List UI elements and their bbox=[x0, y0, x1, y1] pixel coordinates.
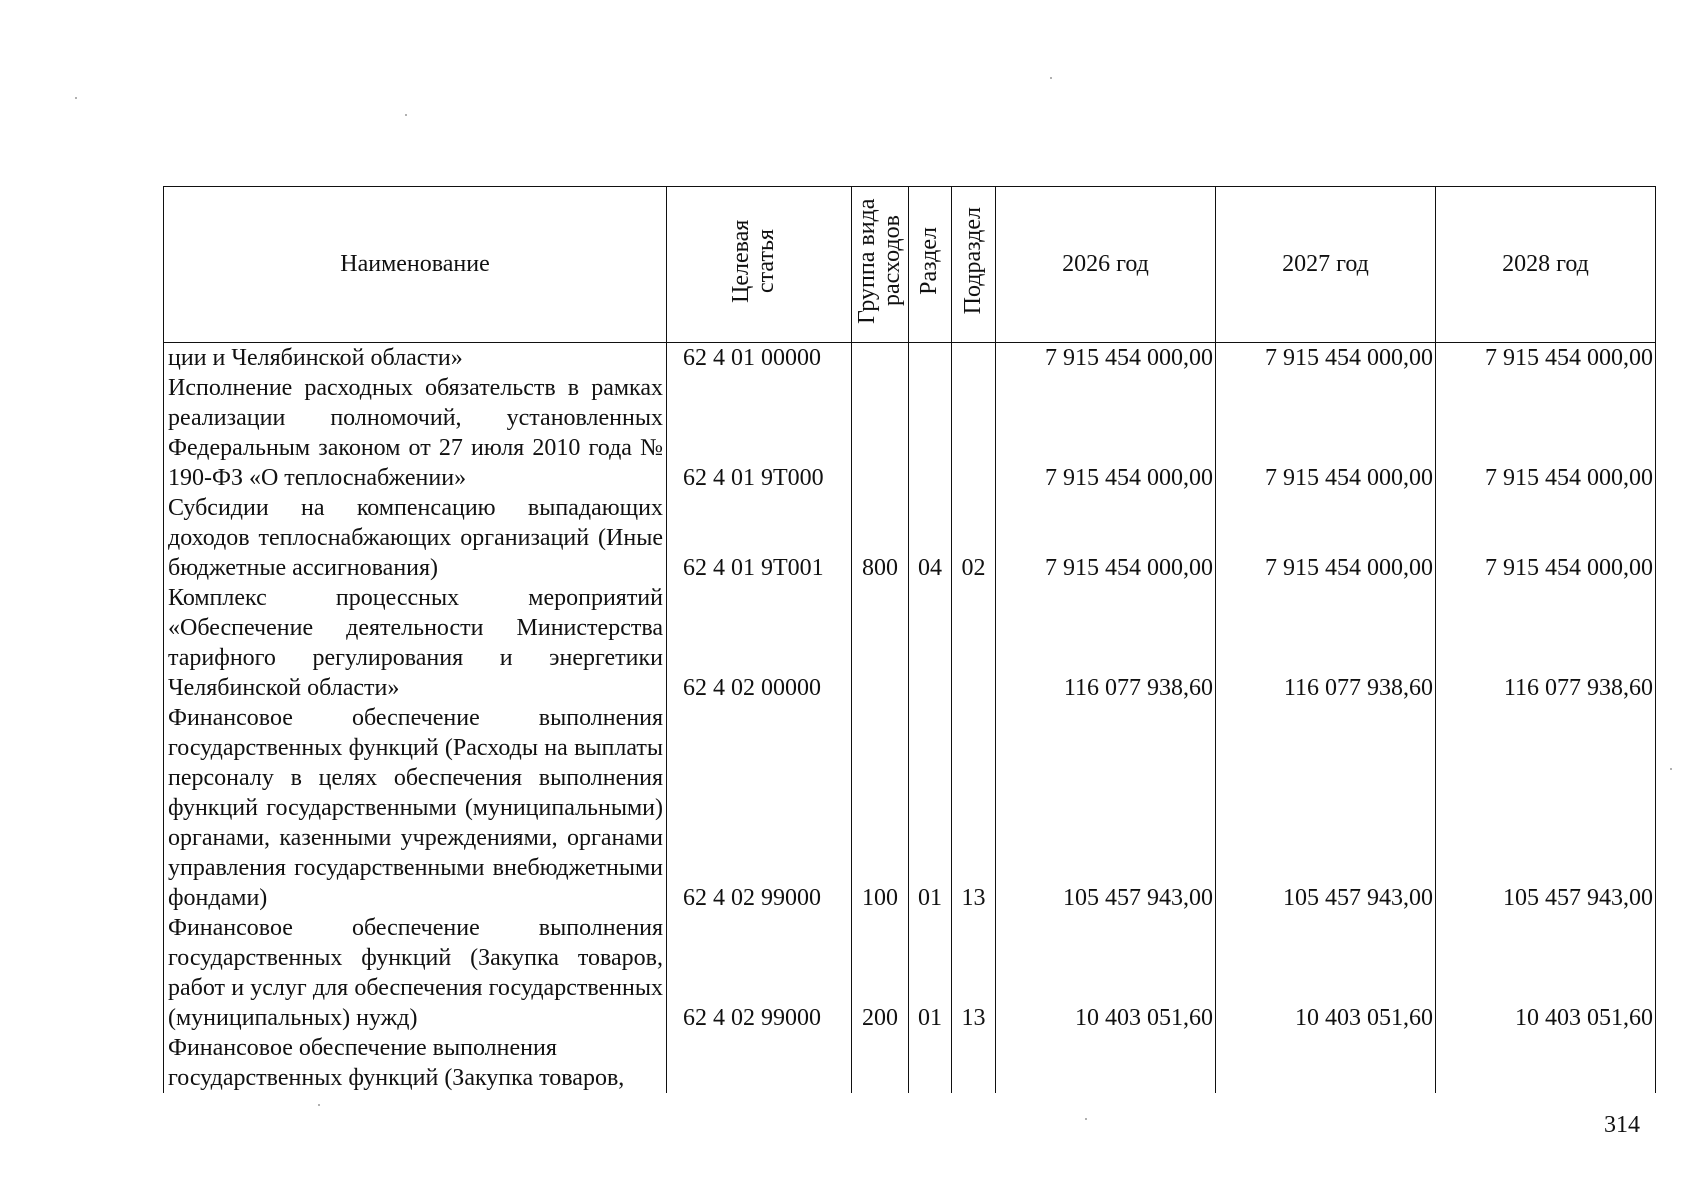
row-target: 62 4 02 99000 bbox=[667, 703, 852, 913]
row-name: Исполнение расходных обязательств в рамках реализации полномочий, установленных Федеральным законом от 27 июля 2010 года № 190-ФЗ «О теплоснабжении» bbox=[164, 373, 667, 493]
row-podrazdel: 13 bbox=[952, 913, 996, 1033]
row-amount-2027: 105 457 943,00 bbox=[1216, 703, 1436, 913]
table-row bbox=[164, 493, 1656, 583]
row-podrazdel: 02 bbox=[952, 493, 996, 583]
row-target: 62 4 01 9Т000 bbox=[667, 373, 852, 493]
row-razdel bbox=[909, 343, 952, 374]
scan-speck bbox=[405, 114, 407, 116]
page-number: 314 bbox=[1604, 1112, 1640, 1138]
row-target: 62 4 01 9Т001 bbox=[667, 493, 852, 583]
row-razdel bbox=[909, 373, 952, 493]
scan-speck bbox=[75, 97, 77, 99]
table-row bbox=[164, 373, 1656, 493]
header-year-2026: 2026 год bbox=[996, 187, 1216, 343]
row-amount-2028 bbox=[1436, 1033, 1656, 1093]
row-amount-2026: 7 915 454 000,00 bbox=[996, 373, 1216, 493]
row-amount-2027: 7 915 454 000,00 bbox=[1216, 343, 1436, 374]
row-amount-2027: 116 077 938,60 bbox=[1216, 583, 1436, 703]
row-target bbox=[667, 1033, 852, 1093]
row-amount-2028: 10 403 051,60 bbox=[1436, 913, 1656, 1033]
row-podrazdel: 13 bbox=[952, 703, 996, 913]
table-row bbox=[164, 343, 1656, 374]
row-name: ции и Челябинской области» bbox=[164, 343, 667, 374]
row-amount-2026: 105 457 943,00 bbox=[996, 703, 1216, 913]
row-target: 62 4 02 00000 bbox=[667, 583, 852, 703]
row-razdel bbox=[909, 583, 952, 703]
row-amount-2028: 7 915 454 000,00 bbox=[1436, 493, 1656, 583]
row-razdel bbox=[909, 1033, 952, 1093]
row-razdel: 01 bbox=[909, 703, 952, 913]
row-name: Финансовое обеспечение выполнения государственных функций (Закупка товаров, работ и услуг для обеспечения государственных (муниципальных) нужд) bbox=[164, 913, 667, 1033]
scan-speck bbox=[318, 1104, 320, 1106]
row-group: 200 bbox=[852, 913, 909, 1033]
row-name: Финансовое обеспечение выполнения государственных функций (Закупка товаров, bbox=[164, 1033, 667, 1093]
table-row bbox=[164, 583, 1656, 703]
scan-speck bbox=[1670, 768, 1672, 770]
row-amount-2028: 105 457 943,00 bbox=[1436, 703, 1656, 913]
row-name: Субсидии на компенсацию выпадающих доходов теплоснабжающих организаций (Иные бюджетные ассигнования) bbox=[164, 493, 667, 583]
row-amount-2027: 7 915 454 000,00 bbox=[1216, 493, 1436, 583]
row-target: 62 4 01 00000 bbox=[667, 343, 852, 374]
row-podrazdel bbox=[952, 373, 996, 493]
row-amount-2026: 7 915 454 000,00 bbox=[996, 343, 1216, 374]
budget-table bbox=[163, 186, 1656, 1093]
row-name: Комплекс процессных мероприятий «Обеспечение деятельности Министерства тарифного регулирования и энергетики Челябинской области» bbox=[164, 583, 667, 703]
header-year-2028: 2028 год bbox=[1436, 187, 1656, 343]
row-group: 800 bbox=[852, 493, 909, 583]
row-amount-2028: 7 915 454 000,00 bbox=[1436, 343, 1656, 374]
table-row bbox=[164, 1033, 1656, 1093]
header-year-2027: 2027 год bbox=[1216, 187, 1436, 343]
row-amount-2026: 7 915 454 000,00 bbox=[996, 493, 1216, 583]
row-amount-2028: 7 915 454 000,00 bbox=[1436, 373, 1656, 493]
row-group: 100 bbox=[852, 703, 909, 913]
row-amount-2027: 7 915 454 000,00 bbox=[1216, 373, 1436, 493]
row-podrazdel bbox=[952, 343, 996, 374]
scan-speck bbox=[1085, 1118, 1087, 1120]
row-amount-2028: 116 077 938,60 bbox=[1436, 583, 1656, 703]
header-target-article: Целевая статья bbox=[667, 187, 852, 343]
row-amount-2027 bbox=[1216, 1033, 1436, 1093]
row-group bbox=[852, 373, 909, 493]
row-amount-2027: 10 403 051,60 bbox=[1216, 913, 1436, 1033]
row-podrazdel bbox=[952, 583, 996, 703]
header-podrazdel: Подраздел bbox=[952, 187, 996, 343]
row-razdel: 04 bbox=[909, 493, 952, 583]
row-group bbox=[852, 583, 909, 703]
row-amount-2026: 10 403 051,60 bbox=[996, 913, 1216, 1033]
row-amount-2026 bbox=[996, 1033, 1216, 1093]
row-target: 62 4 02 99000 bbox=[667, 913, 852, 1033]
row-amount-2026: 116 077 938,60 bbox=[996, 583, 1216, 703]
table-row bbox=[164, 913, 1656, 1033]
row-podrazdel bbox=[952, 1033, 996, 1093]
table-header-row bbox=[164, 187, 1656, 343]
row-name: Финансовое обеспечение выполнения государственных функций (Расходы на выплаты персоналу в целях обеспечения выполнения функций государственными (муниципальными) органами, казенными учреждениями, органами управления государственными внебюджетными фондами) bbox=[164, 703, 667, 913]
scan-speck bbox=[1050, 77, 1052, 79]
row-group bbox=[852, 343, 909, 374]
row-razdel: 01 bbox=[909, 913, 952, 1033]
row-group bbox=[852, 1033, 909, 1093]
header-name: Наименование bbox=[164, 187, 667, 343]
header-razdel: Раздел bbox=[909, 187, 952, 343]
header-expense-group: Группа вида расходов bbox=[852, 187, 909, 343]
table-row bbox=[164, 703, 1656, 913]
